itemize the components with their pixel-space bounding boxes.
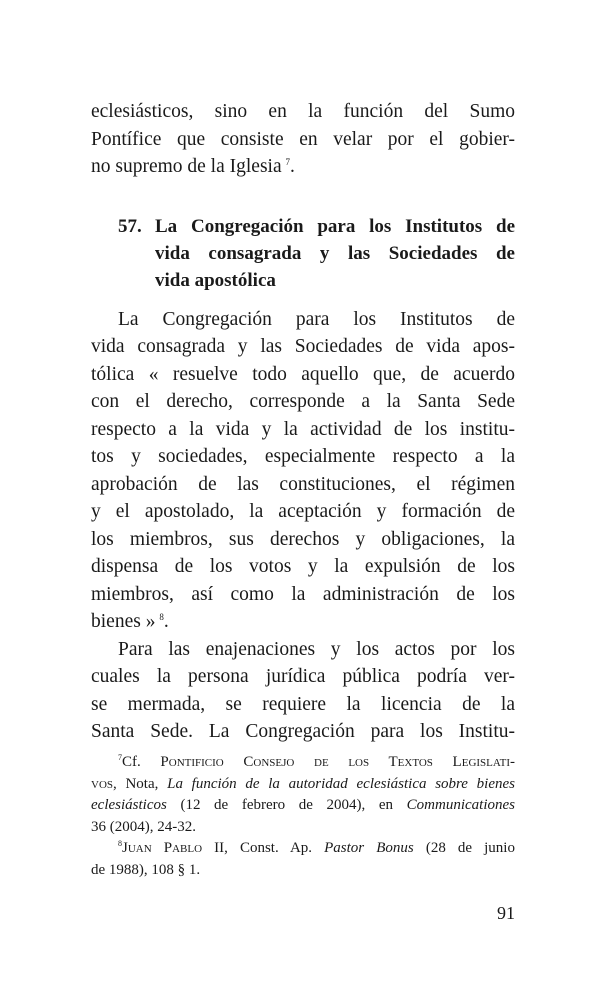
text-line: Santa Sede. La Congregación para los Institu- — [91, 721, 515, 742]
footnote-line: 36 (2004), 24-32. — [91, 818, 196, 835]
punctuation: . — [290, 156, 295, 177]
text-line — [91, 608, 515, 636]
title-line: La Congregación para los Institutos de — [155, 215, 515, 237]
paragraph-continuation — [91, 98, 515, 181]
text-line: se mermada, se requiere la licencia de la — [91, 693, 515, 715]
text-fragment: II, Const. Ap. — [202, 840, 325, 856]
work-title: eclesiásticos — [91, 797, 167, 813]
footnote-ref[interactable]: 7 — [285, 157, 291, 167]
text-line: cuales la persona jurídica pública podría ver- — [91, 666, 515, 687]
text-line: aprobación de las constituciones, el régimen — [91, 473, 515, 495]
punctuation: . — [163, 611, 169, 632]
page-number: 91 — [497, 903, 515, 923]
text-fragment: Cf. — [122, 754, 161, 770]
author-name: vos — [91, 775, 114, 792]
text-fragment: bienes » — [91, 611, 156, 632]
page-body — [91, 98, 515, 746]
paragraph — [91, 636, 515, 746]
footnote-line — [91, 774, 515, 796]
footnote-7 — [91, 752, 515, 838]
footnote-line: de 1988), 108 § 1. — [91, 861, 201, 878]
title-line: vida consagrada y las Sociedades de — [155, 242, 515, 264]
text-fragment: (12 de febrero de 2004), en — [166, 797, 407, 813]
title-line: vida apostólica — [155, 269, 276, 291]
text-line: miembros, así como la administración de los — [91, 583, 515, 605]
section-title — [155, 213, 515, 294]
footnote-line — [91, 752, 515, 774]
text-line: los miembros, sus derechos y obligaciones, la — [91, 528, 515, 550]
footnote-mark: 7 — [118, 753, 122, 762]
work-title: La función de la autoridad eclesiástica sobre bienes — [167, 775, 515, 792]
author-name: Pontificio Consejo de los Textos Legislati- — [160, 754, 515, 770]
text-line: tólica « resuelve todo aquello que, de acuerdo — [91, 363, 515, 385]
paragraph — [91, 306, 515, 636]
text-fragment: (28 de junio — [413, 840, 515, 856]
journal-title: Communicationes — [406, 797, 515, 813]
footnote-ref[interactable]: 8 — [159, 612, 164, 622]
text-line: Pontífice que consiste en velar por el gobier- — [91, 128, 515, 150]
text-line: vida consagrada y las Sociedades de vida apos- — [91, 336, 515, 357]
text-line: respecto a la vida y la actividad de los institu- — [91, 418, 515, 440]
text-line: eclesiásticos, sino en la función del Sumo — [91, 101, 515, 122]
footnote-line — [91, 838, 515, 860]
author-name: Juan Pablo — [122, 840, 203, 856]
text-line: y el apostolado, la aceptación y formación de — [91, 501, 515, 522]
footnote-mark: 8 — [118, 839, 122, 848]
footnotes — [91, 752, 515, 881]
work-title: Pastor Bonus — [324, 840, 414, 856]
footnote-line — [91, 795, 515, 817]
text-line: dispensa de los votos y la expulsión de los — [91, 556, 515, 577]
text-line: La Congregación para los Institutos de — [118, 308, 515, 330]
text-line: tos y sociedades, especialmente respecto a la — [91, 446, 515, 467]
text-line — [91, 153, 515, 181]
section-heading — [91, 213, 515, 294]
text-line: con el derecho, corresponde a la Santa Sede — [91, 391, 515, 412]
text-fragment: no supremo de la Iglesia — [91, 156, 282, 177]
text-fragment: , Nota, — [113, 775, 168, 792]
text-line: Para las enajenaciones y los actos por los — [118, 638, 515, 660]
section-number: 57. — [118, 215, 142, 237]
footnote-8 — [91, 838, 515, 881]
